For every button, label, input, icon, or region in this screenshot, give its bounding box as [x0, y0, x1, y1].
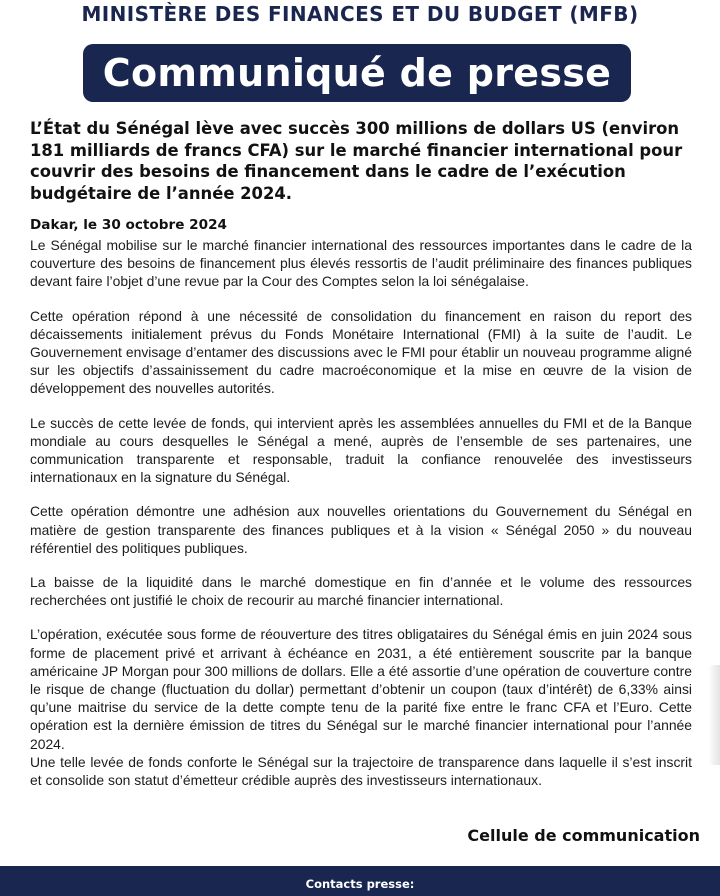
page-edge-shadow [708, 665, 720, 765]
paragraph: Le succès de cette levée de fonds, qui intervient après les assemblées annuelles du FMI et de la Banque mondiale au cours desquelles le Sénégal a mené, auprès de l’ensemble de ses partenaires, une communication transparente et responsable, traduit la confiance renouvelée des investisseurs internationaux en la signature du Sénégal. [30, 414, 692, 486]
signature: Cellule de communication [467, 826, 700, 845]
dateline: Dakar, le 30 octobre 2024 [30, 217, 227, 233]
contacts-label: Contacts presse: [305, 877, 415, 891]
paragraph: Cette opération répond à une nécessité de consolidation du financement en raison du report des décaissements initialement prévus du Fonds Monétaire International (FMI) à la suite de l’audit. Le Gouvernement envisage d’entamer des discussions avec le FMI pour établir un nouveau programme aligné sur les objectifs d’assainissement du cadre macroéconomique et la mise en œuvre de la vision de développement des nouvelles autorités. [30, 307, 692, 397]
press-release-banner: Communiqué de presse [83, 44, 631, 102]
paragraph: Cette opération démontre une adhésion aux nouvelles orientations du Gouvernement du Sénégal en matière de gestion transparente des finances publiques et à la vision « Sénégal 2050 » du nouveau référentiel des politiques publiques. [30, 503, 692, 556]
paragraph: L’opération, exécutée sous forme de réouverture des titres obligataires du Sénégal émis en juin 2024 sous forme de placement privé et arrivant à échéance en 2031, a été entièrement souscrite par la banque américaine JP Morgan pour 300 millions de dollars. Elle a été assortie d’une opération de couverture contre le risque de change (fluctuation du dollar) permettant d’obtenir un coupon (taux d’intérêt) de 6,33% ainsi qu’une maitrise du service de la dette compte tenu de la parité fixe entre le franc CFA et l’Euro. Cette opération est la dernière émission de titres du Sénégal sur le marché financier international pour l’année 2024. [30, 626, 692, 752]
paragraph: Une telle levée de fonds conforte le Sénégal sur la trajectoire de transparence dans laquelle il s’est inscrit et consolide son statut d’émetteur crédible auprès des investisseurs internationaux. [30, 753, 692, 789]
paragraph: Le Sénégal mobilise sur le marché financier international des ressources importantes dans le cadre de la couverture des besoins de financement plus élevés ressortis de l’audit préliminaire des finances publiques devant faire l’objet d’une revue par la Cour des Comptes selon la loi sénégalaise. [30, 237, 692, 290]
headline: L’État du Sénégal lève avec succès 300 millions de dollars US (environ 181 milliards de francs CFA) sur le marché financier international pour couvrir des besoins de financement dans le cadre de l’exécution budgétaire de l’année 2024. [30, 119, 683, 203]
ministry-name: MINISTÈRE DES FINANCES ET DU BUDGET (MFB) [81, 2, 639, 26]
article-body [30, 236, 692, 789]
paragraph: La baisse de la liquidité dans le marché domestique en fin d’année et le volume des ressources recherchées ont justifié le choix de recourir au marché financier international. [30, 574, 692, 609]
footer-bar [0, 866, 720, 896]
